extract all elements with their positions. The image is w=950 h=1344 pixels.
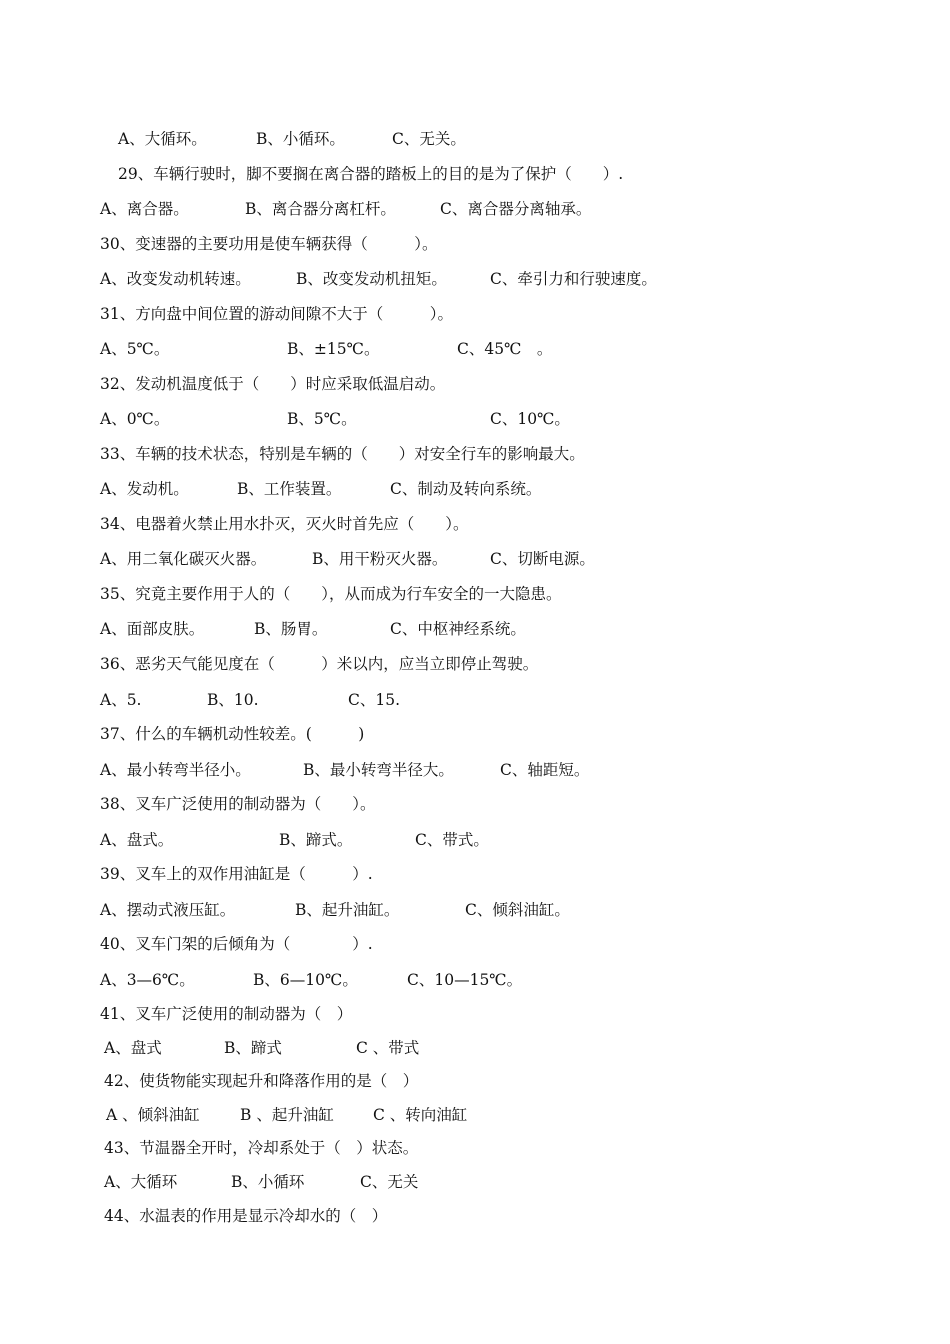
question-text: 38、叉车广泛使用的制动器为（ ）。 <box>100 795 376 813</box>
answer-option: C、离合器分离轴承。 <box>440 200 592 218</box>
question-line <box>0 1136 950 1160</box>
question-line <box>0 582 950 606</box>
question-text: 33、车辆的技术状态，特别是车辆的（ ）对安全行车的影响最大。 <box>100 445 585 463</box>
answer-option: C、45℃ 。 <box>457 340 553 358</box>
options-line <box>0 828 950 852</box>
options-line <box>0 898 950 922</box>
options-line <box>0 477 950 501</box>
question-text: 44、水温表的作用是显示冷却水的（ ） <box>104 1207 388 1225</box>
answer-option: B、离合器分离杠杆。 <box>245 200 396 218</box>
answer-option: A、5. <box>100 691 142 709</box>
question-line <box>0 442 950 466</box>
answer-option: B、小循环。 <box>256 130 345 148</box>
question-line <box>0 722 950 746</box>
answer-option: C 、转向油缸 <box>373 1106 468 1124</box>
question-text: 34、电器着火禁止用水扑灭，灭火时首先应（ ）。 <box>100 515 469 533</box>
question-text: 41、叉车广泛使用的制动器为（ ） <box>100 1005 353 1023</box>
answer-option: A、大循环。 <box>118 130 207 148</box>
options-line <box>0 547 950 571</box>
question-text: 39、叉车上的双作用油缸是（ ）. <box>100 865 373 883</box>
question-line <box>0 302 950 326</box>
answer-option: C、轴距短。 <box>500 761 590 779</box>
answer-option: A、发动机。 <box>100 480 189 498</box>
question-line <box>0 792 950 816</box>
answer-option: C、切断电源。 <box>490 550 595 568</box>
answer-option: B、起升油缸。 <box>295 901 400 919</box>
question-text: 43、节温器全开时，冷却系处于（ ）状态。 <box>104 1139 419 1157</box>
question-line <box>0 232 950 256</box>
question-text: 35、究竟主要作用于人的（ ），从而成为行车安全的一大隐患。 <box>100 585 562 603</box>
answer-option: A、0℃。 <box>100 410 170 428</box>
answer-option: B、±15℃。 <box>287 340 380 358</box>
answer-option: A、摆动式液压缸。 <box>100 901 236 919</box>
question-text: 37、什么的车辆机动性较差。( ) <box>100 725 365 743</box>
answer-option: B、小循环 <box>231 1173 305 1191</box>
options-line <box>0 337 950 361</box>
answer-option: C、10℃。 <box>490 410 570 428</box>
question-line <box>0 372 950 396</box>
question-text: 40、叉车门架的后倾角为（ ）. <box>100 935 373 953</box>
answer-option: C、15. <box>348 691 401 709</box>
options-line <box>0 968 950 992</box>
question-text: 30、变速器的主要功用是使车辆获得（ ）。 <box>100 235 438 253</box>
question-line <box>0 862 950 886</box>
question-line <box>0 652 950 676</box>
options-line <box>0 197 950 221</box>
answer-option: A、最小转弯半径小。 <box>100 761 251 779</box>
answer-option: C、无关。 <box>392 130 466 148</box>
answer-option: C、10—15℃。 <box>407 971 523 989</box>
options-line <box>0 1170 950 1194</box>
question-text: 32、发动机温度低于（ ）时应采取低温启动。 <box>100 375 446 393</box>
answer-option: A、3—6℃。 <box>100 971 195 989</box>
options-line <box>0 1103 950 1127</box>
question-line <box>0 1002 950 1026</box>
answer-option: C、牵引力和行驶速度。 <box>490 270 657 288</box>
answer-option: B、改变发动机扭矩。 <box>296 270 447 288</box>
answer-option: C、制动及转向系统。 <box>390 480 542 498</box>
answer-option: C 、带式 <box>356 1039 420 1057</box>
answer-option: C、带式。 <box>415 831 489 849</box>
question-line <box>0 1204 950 1228</box>
options-line <box>0 267 950 291</box>
answer-option: A、盘式。 <box>100 831 174 849</box>
answer-option: A 、倾斜油缸 <box>106 1106 200 1124</box>
answer-option: B、蹄式 <box>224 1039 282 1057</box>
answer-option: C、倾斜油缸。 <box>465 901 570 919</box>
answer-option: B、工作装置。 <box>237 480 342 498</box>
options-line <box>0 617 950 641</box>
options-line <box>0 1036 950 1060</box>
answer-option: C、中枢神经系统。 <box>390 620 526 638</box>
answer-option: A、面部皮肤。 <box>100 620 205 638</box>
answer-option: B、最小转弯半径大。 <box>303 761 454 779</box>
answer-option: B、5℃。 <box>287 410 357 428</box>
options-line <box>0 688 950 712</box>
options-line <box>0 758 950 782</box>
question-line <box>0 932 950 956</box>
question-line <box>0 1069 950 1093</box>
options-line <box>0 127 950 151</box>
answer-option: A、离合器。 <box>100 200 189 218</box>
question-text: 36、恶劣天气能见度在（ ）米以内，应当立即停止驾驶。 <box>100 655 539 673</box>
answer-option: A、5℃。 <box>100 340 170 358</box>
answer-option: B、肠胃。 <box>254 620 328 638</box>
answer-option: A、大循环 <box>104 1173 178 1191</box>
question-text: 31、方向盘中间位置的游动间隙不大于（ ）。 <box>100 305 453 323</box>
answer-option: B、蹄式。 <box>279 831 353 849</box>
question-line <box>0 162 950 186</box>
answer-option: C、无关 <box>360 1173 419 1191</box>
answer-option: B 、起升油缸 <box>240 1106 334 1124</box>
answer-option: A、用二氧化碳灭火器。 <box>100 550 267 568</box>
answer-option: A、改变发动机转速。 <box>100 270 251 288</box>
options-line <box>0 407 950 431</box>
question-text: 29、车辆行驶时，脚不要搁在离合器的踏板上的目的是为了保护（ ）. <box>118 165 624 183</box>
answer-option: A、盘式 <box>104 1039 162 1057</box>
answer-option: B、6—10℃。 <box>253 971 358 989</box>
question-text: 42、使货物能实现起升和降落作用的是（ ） <box>104 1072 419 1090</box>
question-line <box>0 512 950 536</box>
answer-option: B、用干粉灭火器。 <box>312 550 448 568</box>
answer-option: B、10. <box>207 691 259 709</box>
